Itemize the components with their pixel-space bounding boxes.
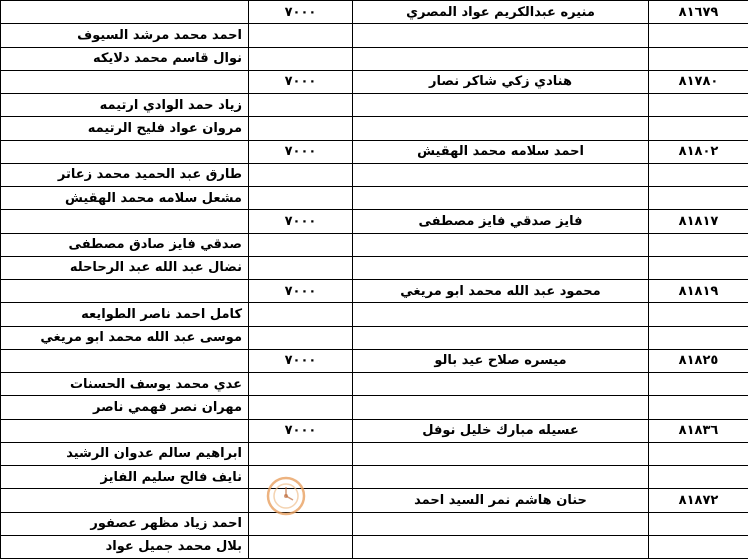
guarantor-name-cell: احمد زياد مظهر عصفور bbox=[1, 512, 249, 535]
record-number-cell bbox=[649, 466, 748, 489]
borrower-name-cell: فايز صدقي فايز مصطفى bbox=[353, 210, 649, 233]
guarantor-name-cell: كامل احمد ناصر الطوايعه bbox=[1, 303, 249, 326]
loan-amount-cell: ٧٠٠٠ bbox=[249, 140, 353, 163]
borrower-name-cell: هنادي زكي شاكر نصار bbox=[353, 70, 649, 93]
table-row bbox=[1, 210, 748, 233]
loan-amount-cell bbox=[249, 512, 353, 535]
guarantor-name-cell: مروان عواد فليح الرتيمه bbox=[1, 117, 249, 140]
borrower-name-cell bbox=[353, 24, 649, 47]
guarantor-name-cell: ابراهيم سالم عدوان الرشيد bbox=[1, 442, 249, 465]
guarantor-name-cell bbox=[1, 489, 249, 512]
guarantor-name-cell bbox=[1, 349, 249, 372]
borrower-name-cell bbox=[353, 326, 649, 349]
loan-amount-cell bbox=[249, 442, 353, 465]
table-row bbox=[1, 512, 748, 535]
guarantor-name-cell: زياد حمد الوادي ارتيمه bbox=[1, 94, 249, 117]
borrower-name-cell bbox=[353, 94, 649, 117]
record-number-cell: ٨١٨١٧ bbox=[649, 210, 748, 233]
loan-amount-cell bbox=[249, 94, 353, 117]
table-row bbox=[1, 535, 748, 558]
table-row bbox=[1, 396, 748, 419]
loan-amount-cell bbox=[249, 233, 353, 256]
guarantor-name-cell: نوال قاسم محمد دلايكه bbox=[1, 47, 249, 70]
guarantor-name-cell bbox=[1, 1, 249, 24]
loan-amount-cell: ٧٠٠٠ bbox=[249, 419, 353, 442]
guarantor-name-cell: نايف فالح سليم الفايز bbox=[1, 466, 249, 489]
table-row bbox=[1, 117, 748, 140]
guarantor-name-cell: مشعل سلامه محمد الهقيش bbox=[1, 187, 249, 210]
guarantor-name-cell: نضال عبد الله عبد الرحاحله bbox=[1, 256, 249, 279]
record-number-cell bbox=[649, 24, 748, 47]
loan-amount-cell bbox=[249, 466, 353, 489]
table-row bbox=[1, 373, 748, 396]
table-row bbox=[1, 442, 748, 465]
loan-amount-cell bbox=[249, 489, 353, 512]
guarantor-name-cell: مهران نصر فهمي ناصر bbox=[1, 396, 249, 419]
guarantor-name-cell: بلال محمد جميل عواد bbox=[1, 535, 249, 558]
loan-amount-cell: ٧٠٠٠ bbox=[249, 280, 353, 303]
guarantor-name-cell: صدقي فايز صادق مصطفى bbox=[1, 233, 249, 256]
loan-amount-cell bbox=[249, 326, 353, 349]
record-number-cell bbox=[649, 303, 748, 326]
loan-amount-cell bbox=[249, 535, 353, 558]
table-row bbox=[1, 280, 748, 303]
borrower-name-cell bbox=[353, 442, 649, 465]
record-number-cell bbox=[649, 535, 748, 558]
table-row bbox=[1, 326, 748, 349]
loan-amount-cell: ٧٠٠٠ bbox=[249, 349, 353, 372]
record-number-cell bbox=[649, 396, 748, 419]
loan-amount-cell bbox=[249, 396, 353, 419]
borrower-name-cell bbox=[353, 396, 649, 419]
table-row bbox=[1, 419, 748, 442]
record-number-cell bbox=[649, 373, 748, 396]
record-number-cell bbox=[649, 117, 748, 140]
table-row bbox=[1, 140, 748, 163]
borrower-name-cell bbox=[353, 117, 649, 140]
record-number-cell: ٨١٧٨٠ bbox=[649, 70, 748, 93]
record-number-cell bbox=[649, 326, 748, 349]
record-number-cell bbox=[649, 94, 748, 117]
borrower-name-cell bbox=[353, 256, 649, 279]
table-row bbox=[1, 256, 748, 279]
loan-amount-cell bbox=[249, 303, 353, 326]
borrower-name-cell bbox=[353, 47, 649, 70]
guarantor-name-cell bbox=[1, 140, 249, 163]
loan-amount-cell bbox=[249, 24, 353, 47]
borrower-name-cell bbox=[353, 303, 649, 326]
record-number-cell: ٨١٨٢٥ bbox=[649, 349, 748, 372]
table-row bbox=[1, 233, 748, 256]
table-row bbox=[1, 466, 748, 489]
loan-amount-cell bbox=[249, 163, 353, 186]
table-row bbox=[1, 187, 748, 210]
borrower-name-cell bbox=[353, 466, 649, 489]
borrower-name-cell: عسيله مبارك خليل نوفل bbox=[353, 419, 649, 442]
guarantor-name-cell: احمد محمد مرشد السيوف bbox=[1, 24, 249, 47]
record-number-cell bbox=[649, 442, 748, 465]
loan-amount-cell bbox=[249, 373, 353, 396]
record-number-cell bbox=[649, 187, 748, 210]
loan-amount-cell bbox=[249, 256, 353, 279]
record-number-cell bbox=[649, 512, 748, 535]
record-number-cell: ٨١٨١٩ bbox=[649, 280, 748, 303]
guarantor-name-cell bbox=[1, 280, 249, 303]
borrower-name-cell bbox=[353, 187, 649, 210]
borrower-name-cell bbox=[353, 535, 649, 558]
loan-amount-cell: ٧٠٠٠ bbox=[249, 1, 353, 24]
table-row bbox=[1, 1, 748, 24]
table-row bbox=[1, 47, 748, 70]
borrower-name-cell: ميسره صلاح عيد بالو bbox=[353, 349, 649, 372]
borrower-name-cell bbox=[353, 233, 649, 256]
borrower-name-cell bbox=[353, 512, 649, 535]
record-number-cell: ٨١٦٧٩ bbox=[649, 1, 748, 24]
table-row bbox=[1, 24, 748, 47]
record-number-cell: ٨١٨٣٦ bbox=[649, 419, 748, 442]
borrower-name-cell: احمد سلامه محمد الهقيش bbox=[353, 140, 649, 163]
table-row bbox=[1, 489, 748, 512]
table-row bbox=[1, 163, 748, 186]
borrower-name-cell bbox=[353, 163, 649, 186]
loan-amount-cell bbox=[249, 47, 353, 70]
record-number-cell bbox=[649, 47, 748, 70]
guarantor-name-cell bbox=[1, 70, 249, 93]
borrower-name-cell bbox=[353, 373, 649, 396]
borrower-name-cell: منيره عبدالكريم عواد المصري bbox=[353, 1, 649, 24]
loan-amount-cell bbox=[249, 117, 353, 140]
table-row bbox=[1, 70, 748, 93]
record-number-cell: ٨١٨٠٢ bbox=[649, 140, 748, 163]
loan-amount-cell: ٧٠٠٠ bbox=[249, 210, 353, 233]
record-number-cell: ٨١٨٧٢ bbox=[649, 489, 748, 512]
borrower-name-cell: محمود عبد الله محمد ابو مريغي bbox=[353, 280, 649, 303]
guarantor-name-cell: موسى عبد الله محمد ابو مريغي bbox=[1, 326, 249, 349]
table-body bbox=[1, 1, 748, 559]
table-row bbox=[1, 303, 748, 326]
guarantor-name-cell bbox=[1, 419, 249, 442]
record-number-cell bbox=[649, 256, 748, 279]
table-row bbox=[1, 94, 748, 117]
record-number-cell bbox=[649, 233, 748, 256]
record-number-cell bbox=[649, 163, 748, 186]
table-row bbox=[1, 349, 748, 372]
loan-amount-cell bbox=[249, 187, 353, 210]
borrower-name-cell: حنان هاشم نمر السيد احمد bbox=[353, 489, 649, 512]
guarantor-name-cell: طارق عبد الحميد محمد زعاتر bbox=[1, 163, 249, 186]
guarantor-name-cell bbox=[1, 210, 249, 233]
guarantor-name-cell: عدي محمد يوسف الحسنات bbox=[1, 373, 249, 396]
loan-amount-cell: ٧٠٠٠ bbox=[249, 70, 353, 93]
